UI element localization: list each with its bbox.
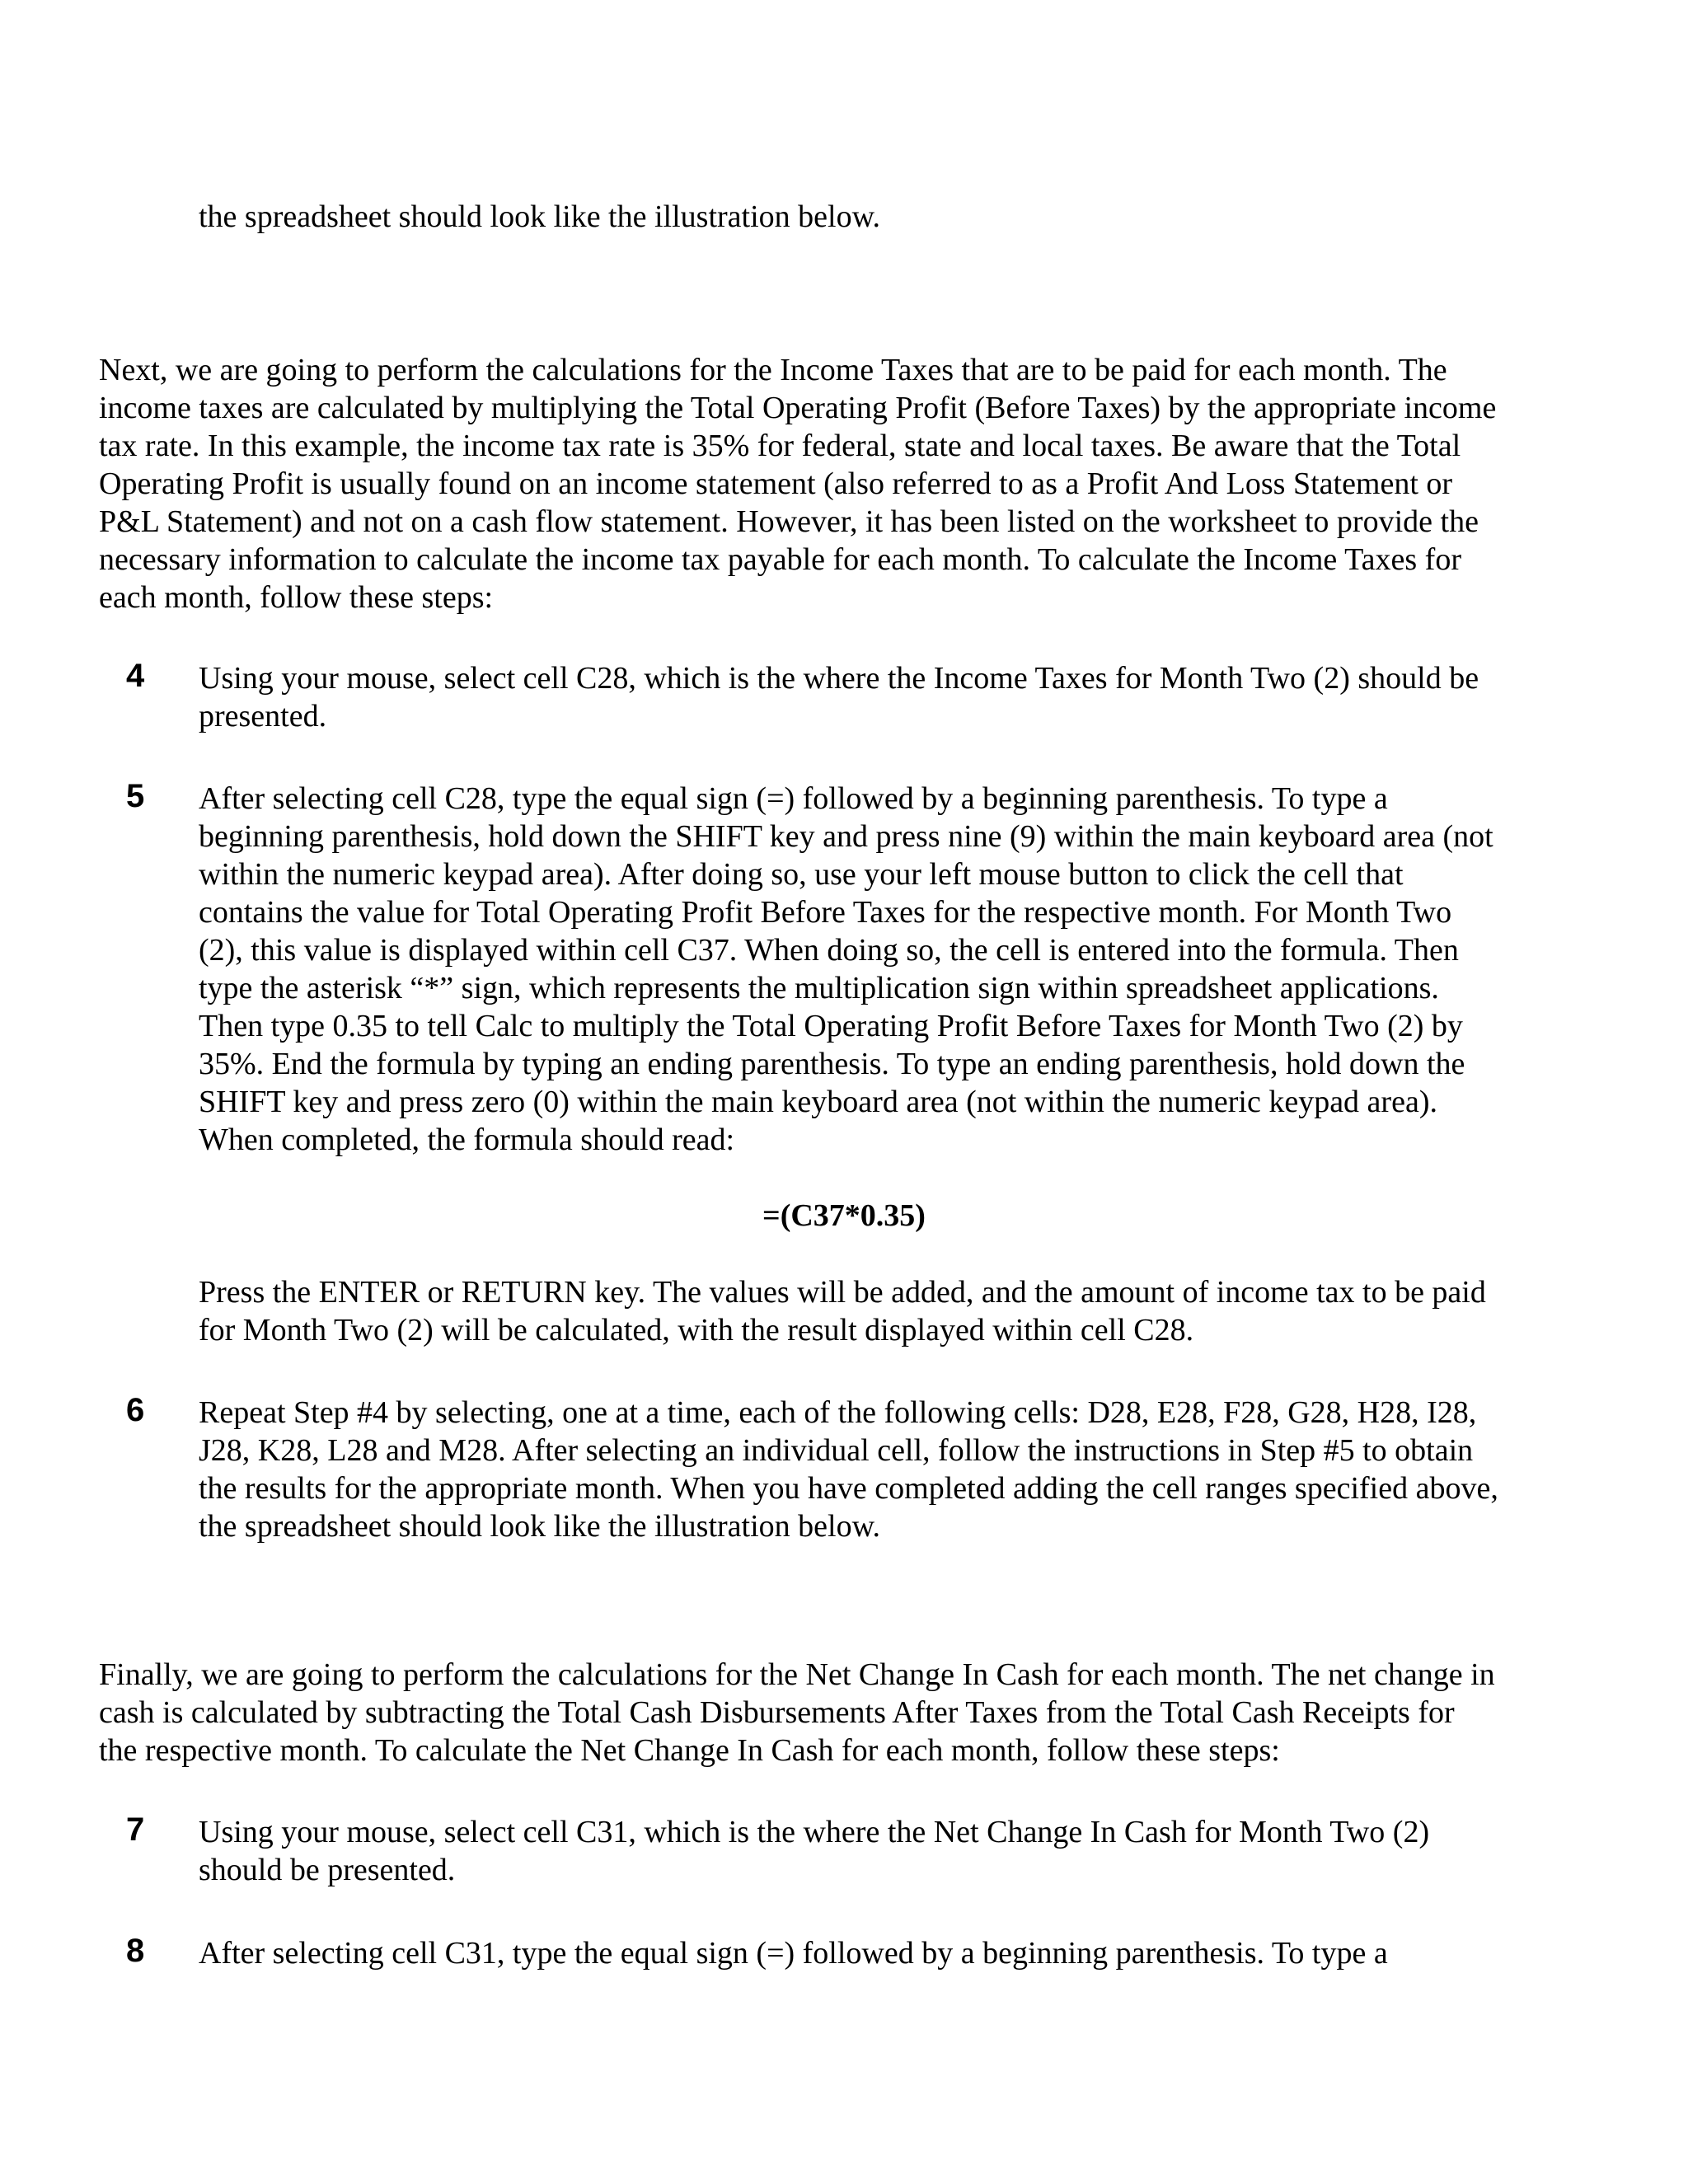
step-line: When completed, the formula should read: bbox=[199, 1122, 735, 1157]
paragraph-line: P&L Statement) and not on a cash flow statement. However, it has been listed on the worksheet to provide the bbox=[99, 504, 1479, 539]
paragraph-line: each month, follow these steps: bbox=[99, 580, 494, 615]
step-number: 5 bbox=[126, 778, 145, 814]
step-text bbox=[199, 780, 1493, 1159]
paragraph-line: Finally, we are going to perform the calculations for the Net Change In Cash for each month. The net change in bbox=[99, 1657, 1495, 1692]
paragraph-line: Next, we are going to perform the calculations for the Income Taxes that are to be paid for each month. The bbox=[99, 353, 1447, 387]
step-line: beginning parenthesis, hold down the SHIFT key and press nine (9) within the main keyboard area (not bbox=[199, 819, 1493, 854]
paragraph-line: income taxes are calculated by multiplying the Total Operating Profit (Before Taxes) by the appropriate income bbox=[99, 391, 1497, 425]
step-text bbox=[199, 1934, 1388, 1972]
step-line: After selecting cell C28, type the equal sign (=) followed by a beginning parenthesis. To type a bbox=[199, 781, 1388, 816]
step-line: Repeat Step #4 by selecting, one at a time, each of the following cells: D28, E28, F28, G28, H28, I28, bbox=[199, 1395, 1477, 1430]
step-line: presented. bbox=[199, 699, 327, 733]
income-tax-intro-paragraph bbox=[99, 351, 1496, 616]
step-text bbox=[199, 1813, 1429, 1889]
step-line: Then type 0.35 to tell Calc to multiply the Total Operating Profit Before Taxes for Month Two (2) by bbox=[199, 1009, 1463, 1043]
step-text bbox=[199, 659, 1479, 735]
step-line: contains the value for Total Operating Profit Before Taxes for the respective month. For Month Two bbox=[199, 895, 1452, 930]
step-line: J28, K28, L28 and M28. After selecting an individual cell, follow the instructions in Step #5 to obtain bbox=[199, 1433, 1474, 1468]
step-line: the results for the appropriate month. When you have completed adding the cell ranges specified above, bbox=[199, 1471, 1498, 1506]
step-number: 8 bbox=[126, 1933, 145, 1969]
step-line: (2), this value is displayed within cell C37. When doing so, the cell is entered into the formula. Then bbox=[199, 933, 1459, 968]
step-line: Press the ENTER or RETURN key. The values will be added, and the amount of income tax to be paid bbox=[199, 1275, 1486, 1310]
paragraph-line: tax rate. In this example, the income tax rate is 35% for federal, state and local taxes. Be aware that the Total bbox=[99, 429, 1461, 463]
formula-text: =(C37*0.35) bbox=[762, 1198, 926, 1233]
step-text bbox=[199, 1394, 1498, 1545]
step-line: SHIFT key and press zero (0) within the main keyboard area (not within the numeric keypad area). bbox=[199, 1085, 1437, 1119]
step-line: type the asterisk “*” sign, which represents the multiplication sign within spreadsheet applications. bbox=[199, 971, 1439, 1005]
step-line: within the numeric keypad area). After doing so, use your left mouse button to click the cell that bbox=[199, 857, 1404, 892]
step-line: for Month Two (2) will be calculated, with the result displayed within cell C28. bbox=[199, 1313, 1194, 1347]
step-number: 4 bbox=[126, 658, 145, 694]
step-line: should be presented. bbox=[199, 1853, 456, 1887]
step-line: After selecting cell C31, type the equal sign (=) followed by a beginning parenthesis. To type a bbox=[199, 1936, 1388, 1971]
paragraph-line: Operating Profit is usually found on an income statement (also referred to as a Profit And Loss Statement or bbox=[99, 466, 1453, 501]
paragraph-line: cash is calculated by subtracting the Total Cash Disbursements After Taxes from the Total Cash Receipts for bbox=[99, 1695, 1455, 1730]
intro-line bbox=[199, 198, 880, 236]
paragraph-line: the respective month. To calculate the Net Change In Cash for each month, follow these steps: bbox=[99, 1733, 1280, 1768]
step-line: the spreadsheet should look like the illustration below. bbox=[199, 1509, 881, 1544]
step-line: Using your mouse, select cell C28, which is the where the Income Taxes for Month Two (2) should be bbox=[199, 661, 1479, 696]
intro-text: the spreadsheet should look like the illustration below. bbox=[199, 199, 881, 234]
paragraph-line: necessary information to calculate the income tax payable for each month. To calculate the Income Taxes for bbox=[99, 542, 1461, 577]
step-after-text bbox=[199, 1273, 1486, 1349]
step-number: 6 bbox=[126, 1392, 145, 1428]
net-change-intro-paragraph bbox=[99, 1656, 1495, 1769]
step-line: Using your mouse, select cell C31, which is the where the Net Change In Cash for Month Two (2) bbox=[199, 1815, 1430, 1849]
step-number: 7 bbox=[126, 1811, 145, 1848]
step-line: 35%. End the formula by typing an ending parenthesis. To type an ending parenthesis, hold down the bbox=[199, 1047, 1465, 1081]
